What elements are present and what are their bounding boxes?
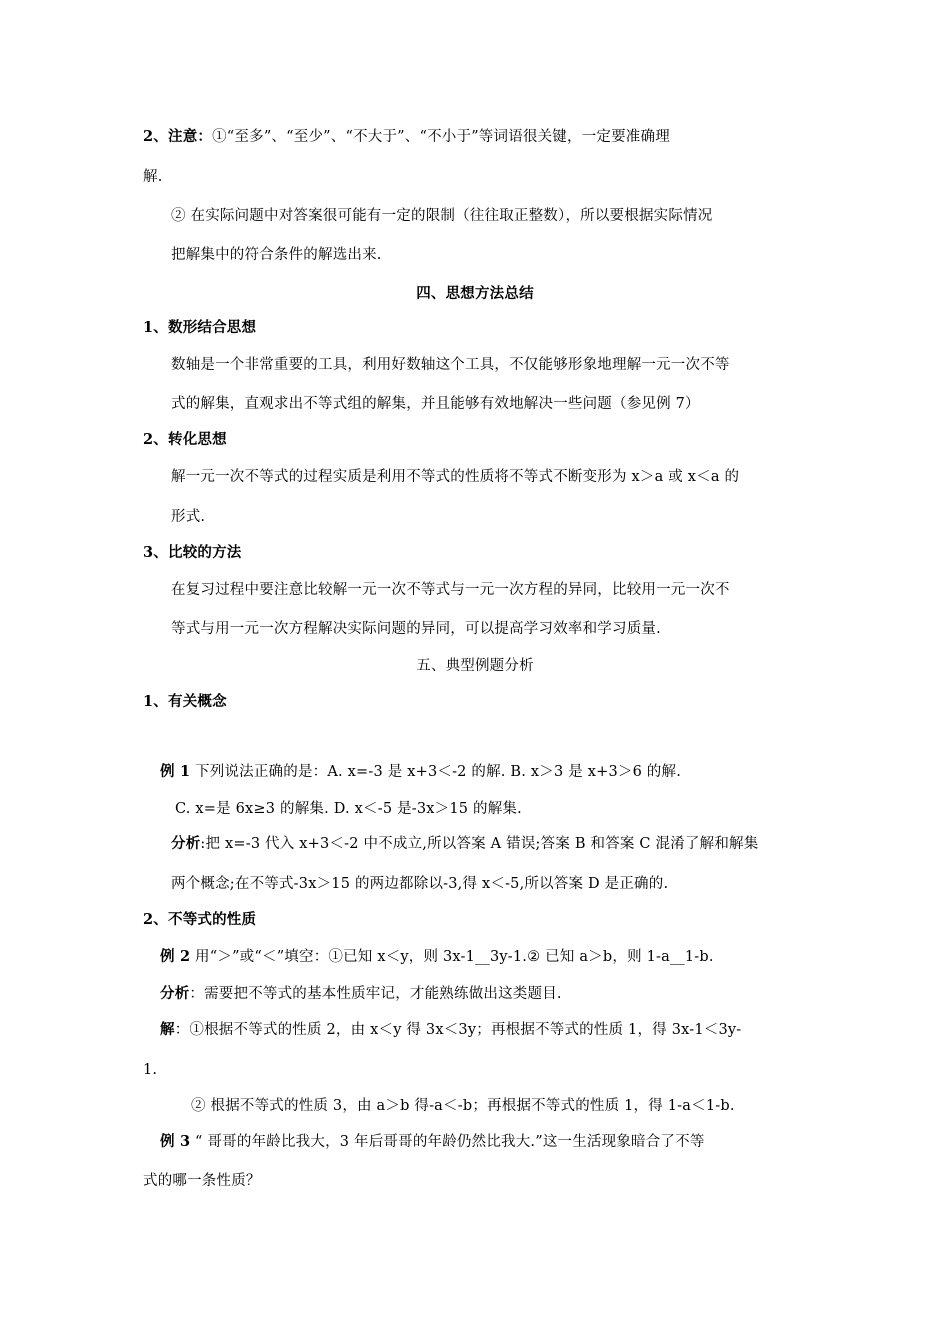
solution-2-text: ：①根据不等式的性质 2，由 x＜y 得 3x＜3y；再根据不等式的性质 1，得 3x-1＜3y- xyxy=(174,1022,742,1038)
note-label: 注意： xyxy=(168,128,213,145)
solution-2-line-1-cont: 1. xyxy=(143,1062,158,1078)
analysis-2-text: ：需要把不等式的基本性质牢记，才能熟练做出这类题目. xyxy=(189,986,562,1002)
solution-2-line-2: ② 根据不等式的性质 3，由 a＞b 得-a＜-b；再根据不等式的性质 1，得 1-a＜1-b. xyxy=(191,1098,735,1114)
note-number: 2、 xyxy=(143,128,168,145)
section-4-item-2-line-2: 形式. xyxy=(171,509,206,525)
solution-2-line-1 xyxy=(160,1020,741,1040)
example-3-line-2: 式的哪一条性质？ xyxy=(143,1173,261,1189)
note-line-3: 把解集中的符合条件的解选出来. xyxy=(171,247,382,263)
section-4-item-3-heading: 3、比较的方法 xyxy=(143,544,242,561)
analysis-2-line xyxy=(160,984,562,1004)
example-2-line xyxy=(160,947,714,967)
section-4-item-1-heading: 1、数形结合思想 xyxy=(143,319,257,336)
section-5-title: 五、典型例题分析 xyxy=(416,658,534,674)
analysis-1-label: 分析 xyxy=(171,835,201,852)
note-text-1: ①“至多”、“至少”、“不大于”、“不小于”等词语很关键，一定要准确理 xyxy=(212,129,670,145)
section-4-item-1-line-2: 式的解集，直观求出不等式组的解集，并且能够有效地解决一些问题（参见例 7） xyxy=(171,396,700,412)
example-1-text: 下列说法正确的是：A. x=-3 是 x+3＜-2 的解. B. x＞3 是 x+3＞6 的解. xyxy=(190,764,682,780)
example-2-text: 用“＞”或“＜”填空：①已知 x＜y，则 3x-1__3y-1.② 已知 a＞b，则 1-a__1-b. xyxy=(190,949,714,965)
analysis-2-label: 分析 xyxy=(160,985,190,1002)
example-2-label: 例 2 xyxy=(160,948,191,965)
section-5-heading-1: 1、有关概念 xyxy=(143,693,227,710)
note-line-1-cont: 解. xyxy=(143,169,163,185)
example-3-text: “ 哥哥的年龄比我大，3 年后哥哥的年龄仍然比我大.”这一生活现象暗合了不等 xyxy=(190,1134,705,1150)
section-4-item-1-line-1: 数轴是一个非常重要的工具，利用好数轴这个工具，不仅能够形象地理解一元一次不等 xyxy=(171,357,730,373)
example-3-line-1 xyxy=(160,1132,705,1152)
example-1-line-2: C. x=是 6x≥3 的解集. D. x＜-5 是-3x＞15 的解集. xyxy=(175,801,522,817)
solution-2-label: 解 xyxy=(160,1021,175,1038)
analysis-1-line-2: 两个概念;在不等式-3x＞15 的两边都除以-3,得 x＜-5,所以答案 D 是正确的. xyxy=(171,876,669,892)
section-4-item-3-line-1: 在复习过程中要注意比较解一元一次不等式与一元一次方程的异同，比较用一元一次不 xyxy=(171,582,730,598)
example-3-label: 例 3 xyxy=(160,1133,191,1150)
section-4-item-2-line-1: 解一元一次不等式的过程实质是利用不等式的性质将不等式不断变形为 x＞a 或 x＜a 的 xyxy=(171,469,740,485)
analysis-1-line-1 xyxy=(171,834,758,854)
section-4-item-2-heading: 2、转化思想 xyxy=(143,431,227,448)
note-line-2: ② 在实际问题中对答案很可能有一定的限制（往往取正整数），所以要根据实际情况 xyxy=(171,208,713,224)
section-4-title: 四、思想方法总结 xyxy=(416,285,534,302)
section-5-heading-2: 2、不等式的性质 xyxy=(143,911,257,928)
section-4-item-3-line-2: 等式与用一元一次方程解决实际问题的异同，可以提高学习效率和学习质量. xyxy=(171,621,661,637)
analysis-1-text: :把 x=-3 代入 x+3＜-2 中不成立,所以答案 A 错误;答案 B 和答案 C 混淆了解和解集 xyxy=(200,836,759,852)
example-1-line-1 xyxy=(160,762,681,782)
note-line-1 xyxy=(143,127,670,147)
example-1-label: 例 1 xyxy=(160,763,191,780)
